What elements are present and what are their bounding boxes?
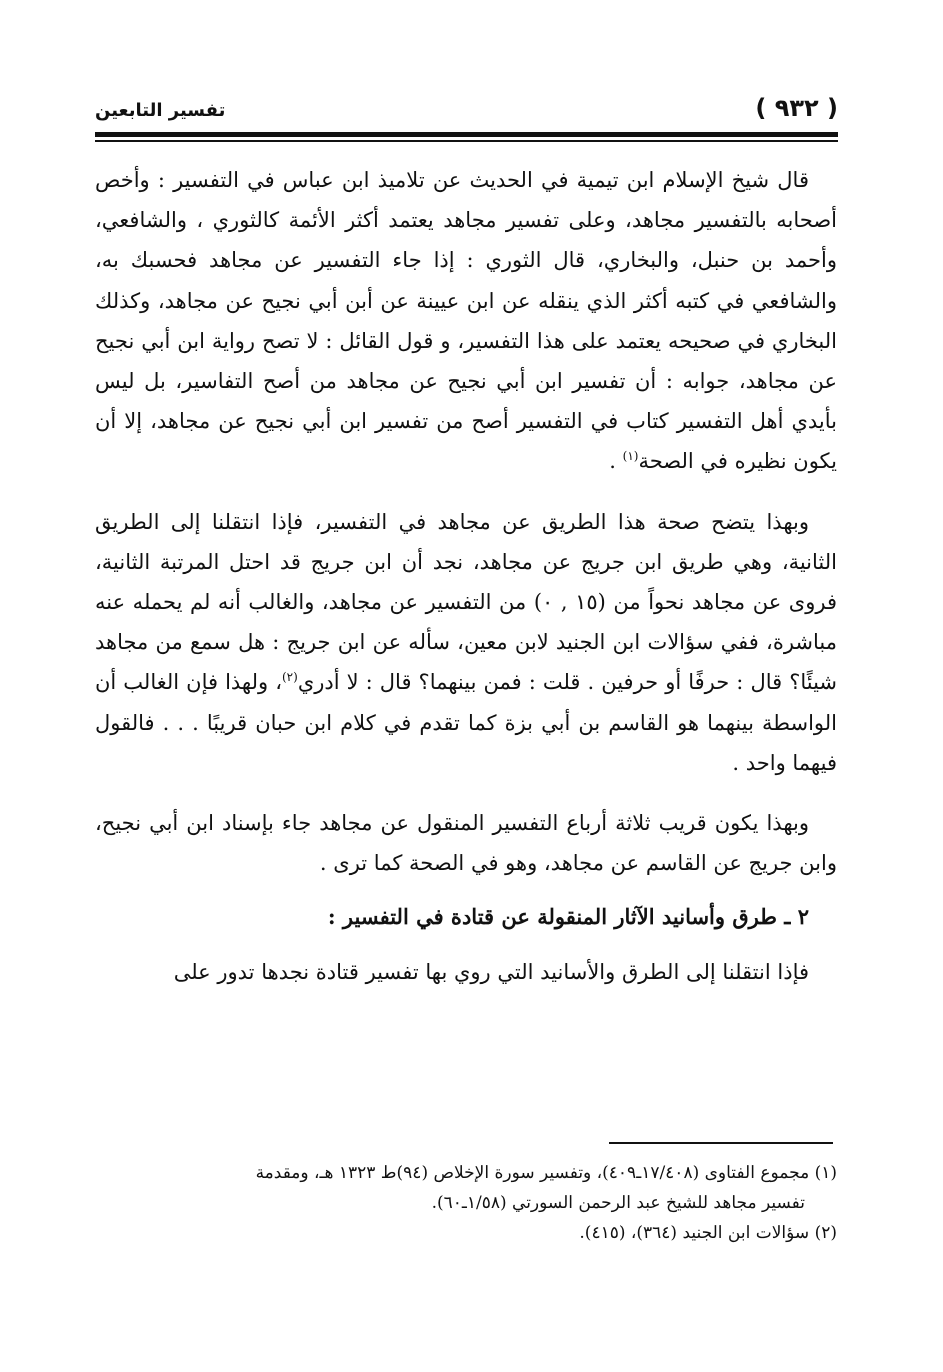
paragraph-3 — [95, 803, 837, 883]
header-rule-thick — [95, 132, 838, 137]
page-number: ( ٩٣٢ ) — [755, 94, 838, 122]
paragraph-1 — [95, 160, 837, 482]
footnote-line: (١) مجموع الفتاوى (١٧/٤٠٨ـ٤٠٩)، وتفسير سورة الإخلاص (٩٤)ط ١٣٢٣ هـ، ومقدمة — [255, 1163, 837, 1183]
section-heading: ٢ ـ طرق وأسانيد الآثار المنقولة عن قتادة في التفسير : — [327, 904, 809, 930]
page-header — [95, 88, 838, 128]
paragraph-text: وبهذا يكون قريب ثلاثة أرباع التفسير المنقول عن مجاهد جاء بإسناد ابن أبي نجيح، وابن جريج عن القاسم عن مجاهد، وهو في الصحة كما ترى . — [95, 811, 837, 876]
footnote-ref-2: (٢) — [281, 670, 298, 685]
footnote-ref-1: (١) — [622, 449, 639, 464]
paragraph-text: قال شيخ الإسلام ابن تيمية في الحديث عن تلاميذ ابن عباس في التفسير : وأخص أصحابه بالتفسير مجاهد، وعلى تفسير مجاهد يعتمد أكثر الأئمة كالثوري ، والشافعي، وأحمد بن حنبل، والبخاري، قال الثوري : إذا جاء التفسير عن مجاهد فحسبك به، والشافعي في كتبه أكثر الذي ينقله عن ابن عيينة عن أبن أبي نجيح عن مجاهد، وكذلك البخاري في صحيحه يعتمد على هذا التفسير، و قول القائل : لا تصح رواية ابن أبي نجيح عن مجاهد، جوابه : أن تفسير ابن أبي نجيح عن مجاهد من أصح التفاسير، بل ليس بأيدي أهل التفسير كتاب في التفسير أصح من تفسير ابن أبي نجيح عن مجاهد، إلا أن يكون نظيره في الصحة — [95, 168, 837, 474]
page-body — [95, 160, 837, 992]
footnote-line: تفسير مجاهد للشيخ عبد الرحمن السورتي (١/٥٨ـ٦٠). — [431, 1193, 805, 1213]
paragraph-text: وبهذا يتضح صحة هذا الطريق عن مجاهد في التفسير، فإذا انتقلنا إلى الطريق الثانية، وهي طريق ابن جريج عن مجاهد، نجد أن ابن جريج قد احتل المرتبة الثانية، فروى عن مجاهد نحواً من (١٥ , ٠) من التفسير عن مجاهد، والغالب أنه لم يحمله عنه مباشرة، ففي سؤالات ابن الجنيد لابن معين، سأله عن ابن جريج : هل سمع من مجاهد شيئًا؟ قال : حرفًا أو حرفين . قلت : فمن بينهما؟ قال : لا أدري — [95, 509, 838, 695]
paragraph-2 — [95, 502, 837, 783]
paragraph-tail: . — [609, 449, 623, 474]
book-title: تفسير التابعين — [95, 100, 226, 121]
footnote-line: (٢) سؤالات ابن الجنيد (٣٦٤)، (٤١٥). — [579, 1223, 837, 1243]
paragraph-tail: ، ولهذا فإن الغالب أن الواسطة بينهما هو القاسم بن أبي بزة كما تقدم في كلام ابن حبان قريبًا . . . فالقول فيهما واحد . — [95, 670, 837, 775]
footnote-separator — [609, 1142, 833, 1144]
footnote-1 — [95, 1158, 837, 1218]
paragraph-4: فإذا انتقلنا إلى الطرق والأسانيد التي روي بها تفسير قتادة نجدها تدور على — [173, 959, 809, 984]
header-rule-thin — [95, 140, 838, 142]
footnotes — [95, 1158, 837, 1248]
footnote-2 — [95, 1218, 837, 1248]
